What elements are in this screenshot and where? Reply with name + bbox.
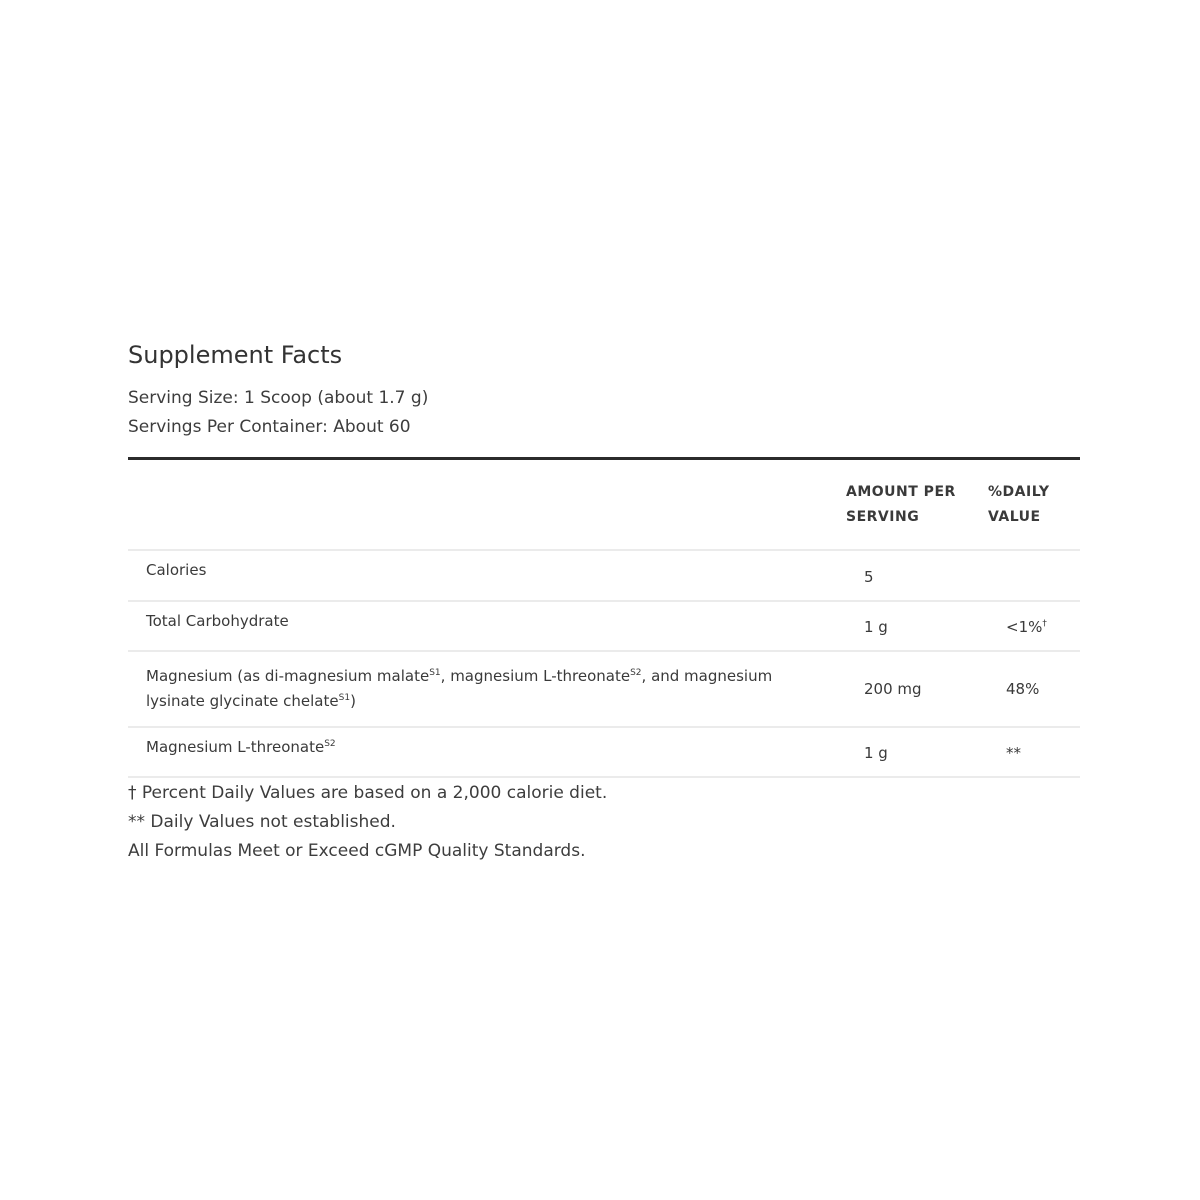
dv-value: <1%: [1006, 618, 1043, 636]
table-row: [128, 551, 1080, 602]
footnote-cgmp: All Formulas Meet or Exceed cGMP Quality Standards.: [128, 841, 586, 861]
name-part: ): [350, 692, 356, 710]
header-dv-line2: VALUE: [988, 509, 1041, 525]
name-part: , and magnesium lysinate glycinate chelate: [146, 667, 773, 710]
table-row: [128, 652, 1080, 728]
servings-per-container: Servings Per Container: About 60: [128, 417, 411, 437]
nutrient-amount: 5: [864, 567, 874, 586]
serving-info: [128, 384, 1080, 442]
nutrient-name: Calories: [146, 561, 207, 579]
nutrient-daily-value: 48%: [1006, 680, 1040, 698]
footnotes: [128, 779, 1080, 866]
header-amount-line1: AMOUNT PER: [846, 484, 956, 500]
nutrient-amount: 200 mg: [864, 680, 922, 698]
header-amount: [828, 480, 988, 530]
source-mark: S1: [338, 693, 351, 703]
name-part: Magnesium (as di-magnesium malate: [146, 667, 430, 685]
dv-mark: †: [1042, 619, 1047, 629]
source-mark: S2: [324, 739, 336, 749]
table-row: [128, 602, 1080, 652]
nutrient-amount: 1 g: [864, 618, 888, 636]
nutrient-daily-value: **: [1006, 744, 1021, 762]
footnote-daily-values: † Percent Daily Values are based on a 2,000 calorie diet.: [128, 783, 608, 803]
name-part: , magnesium L-threonate: [440, 667, 631, 685]
nutrient-name: Total Carbohydrate: [146, 612, 289, 630]
nutrient-name: [128, 664, 828, 714]
header-amount-line2: SERVING: [846, 509, 920, 525]
facts-table: [128, 460, 1080, 778]
panel-title: Supplement Facts: [128, 341, 343, 369]
header-dv-line1: %DAILY: [988, 484, 1050, 500]
table-header-row: [128, 460, 1080, 551]
name-part: Magnesium L-threonate: [146, 738, 325, 756]
nutrient-daily-value: [988, 616, 1080, 636]
serving-size: Serving Size: 1 Scoop (about 1.7 g): [128, 388, 429, 408]
header-daily-value: [988, 480, 1080, 530]
source-mark: S1: [429, 668, 441, 678]
supplement-facts-panel: [128, 338, 1080, 866]
source-mark: S2: [630, 668, 642, 678]
nutrient-amount: 1 g: [864, 744, 888, 762]
table-row: [128, 728, 1080, 778]
nutrient-daily-value: [988, 575, 1080, 577]
footnote-not-established: ** Daily Values not established.: [128, 812, 396, 832]
nutrient-name: [128, 728, 828, 760]
